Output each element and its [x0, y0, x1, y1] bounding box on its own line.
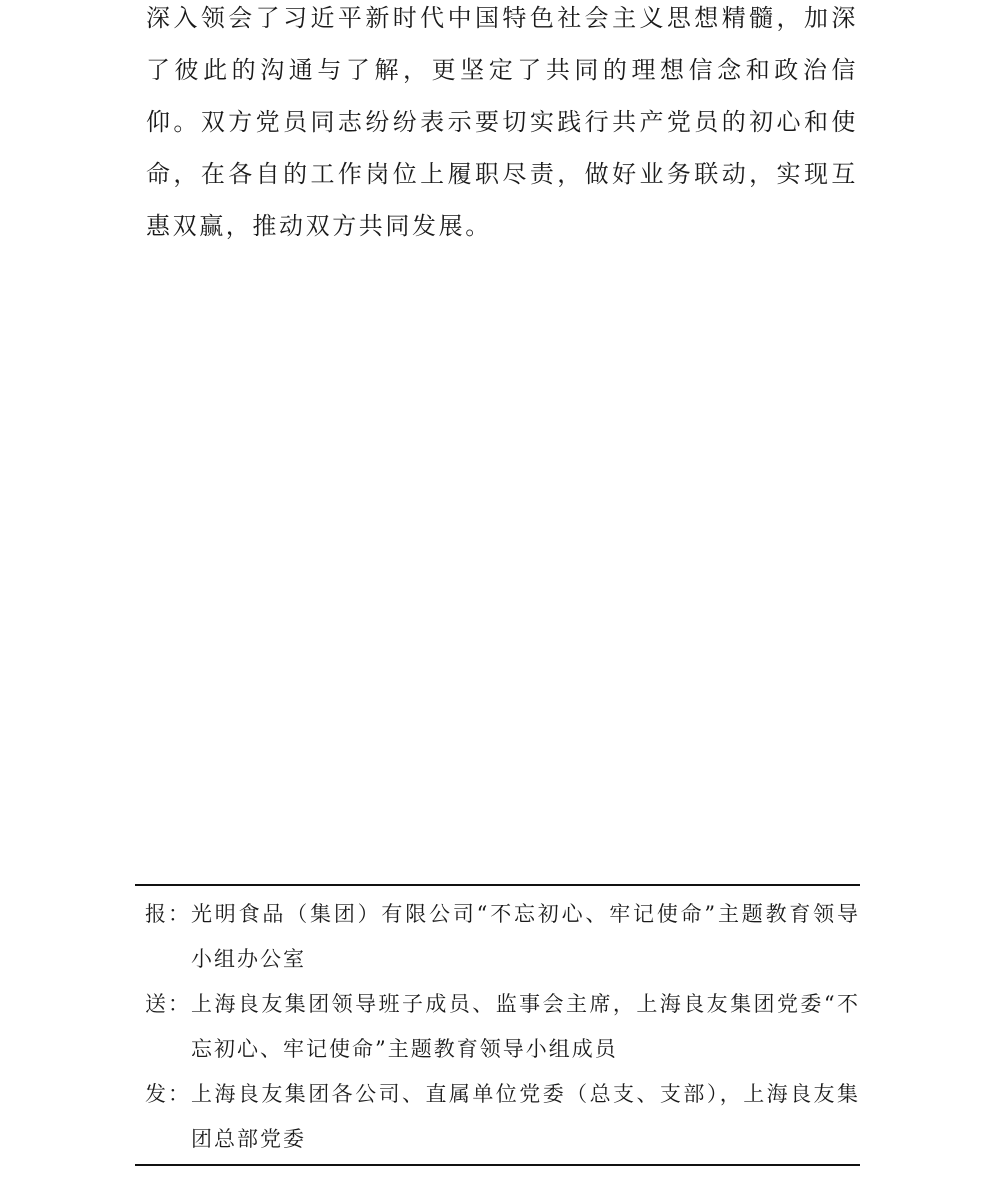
distribution-send-label: 送：	[145, 992, 191, 1016]
distribution-send-entry	[145, 982, 860, 1072]
distribution-send-text: 上海良友集团领导班子成员、监事会主席，上海良友集团党委“不忘初心、牢记使命”主题教育领导小组成员	[191, 992, 860, 1061]
body-paragraph: 深入领会了习近平新时代中国特色社会主义思想精髓，加深了彼此的沟通与了解，更坚定了共同的理想信念和政治信仰。双方党员同志纷纷表示要切实践行共产党员的初心和使命，在各自的工作岗位上履职尽责，做好业务联动，实现互惠双赢，推动双方共同发展。	[146, 4, 858, 240]
distribution-issue-entry	[145, 1072, 860, 1162]
distribution-issue-label: 发：	[145, 1082, 191, 1106]
distribution-list	[135, 886, 860, 1164]
distribution-issue-text: 上海良友集团各公司、直属单位党委（总支、支部），上海良友集团总部党委	[191, 1082, 860, 1151]
distribution-report-text: 光明食品（集团）有限公司“不忘初心、牢记使命”主题教育领导小组办公室	[191, 902, 860, 971]
distribution-report-label: 报：	[145, 902, 191, 926]
distribution-bottom-rule	[135, 1164, 860, 1166]
distribution-block	[135, 884, 860, 1166]
distribution-report-entry	[145, 892, 860, 982]
